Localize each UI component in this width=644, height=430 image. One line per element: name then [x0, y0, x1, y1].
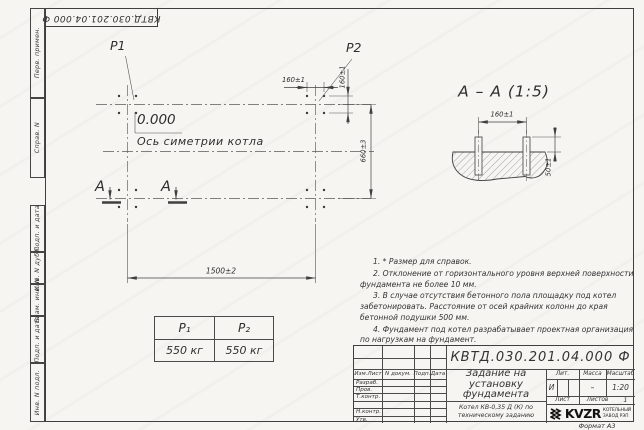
dim-160-vertical: 160±1 — [338, 65, 347, 89]
margin-label: Перв. примен. — [34, 27, 41, 79]
load-table-value-p2: 550 кг — [225, 344, 263, 357]
margin-label: Справ. N — [34, 122, 41, 154]
note-2: 2. Отклонение от горизонтального уровня верхней поверхности фундамента не более 10 мм. — [360, 268, 634, 289]
scale-header: Масштаб — [606, 371, 635, 377]
margin-label: Подп. и дата — [34, 205, 41, 252]
margin-label: Взам. инв. N — [34, 277, 41, 323]
section-cut-marks — [102, 187, 187, 203]
level-mark: 0.000 — [137, 112, 176, 128]
company-name: KVZR — [564, 406, 601, 421]
row-empty — [354, 401, 382, 408]
kvzr-zigzag-icon — [550, 408, 563, 420]
row-t-kontr: Т.контр. — [356, 394, 381, 400]
dim-660: 660±3 — [359, 139, 368, 163]
lit-value: И — [548, 383, 555, 392]
row-utv: Утв. — [356, 416, 368, 423]
load-table — [154, 316, 274, 362]
plan-dimension-lines — [128, 69, 372, 278]
mass-header: Масса — [583, 371, 602, 377]
sheets-label: Листов — [586, 397, 609, 403]
sheets-value: 1 — [623, 396, 628, 404]
row-n-kontr: Н.контр. — [356, 409, 382, 415]
axis-of-symmetry-label: Ось симетрии котла — [137, 135, 264, 148]
format-label: Формат А3 — [578, 421, 616, 430]
mass-value: – — [590, 383, 595, 392]
plan-view — [96, 56, 376, 283]
company-subtitle-line2: ЗАВОД РЭП — [602, 413, 629, 419]
row-razrab: Разраб. — [356, 379, 378, 386]
section-dim-160: 160±1 — [490, 110, 514, 119]
document-subtitle: Котел КВ-0,35 Д (К) по техническому заданию — [457, 403, 535, 419]
load-label-p1: P1 — [110, 38, 126, 53]
plan-centerlines — [96, 85, 374, 222]
concrete-pad — [452, 152, 547, 181]
col-izm-list: Изм.Лист — [354, 371, 382, 377]
title-block-designation: КВТД.030.201.04.000 Ф — [450, 350, 631, 365]
document-title: Задание на установку фундамента — [462, 368, 530, 401]
lit-header: Лит. — [555, 371, 570, 377]
row-prov: Пров. — [356, 386, 373, 393]
load-table-header-p1: P₁ — [155, 317, 215, 340]
note-1: 1. * Размер для справок. — [373, 257, 472, 266]
margin-label: Подп. и дата — [34, 316, 41, 363]
col-data: Дата — [430, 371, 446, 377]
note-3: 3. В случае отсутствия бетонного пола площадку под котел забетонировать. Расстояние от осей крайних колонн до края бетонной подушки 500 мм. — [360, 291, 617, 322]
margin-label: Инв. N подл. — [34, 369, 41, 416]
title-block — [353, 345, 634, 422]
company-subtitle — [603, 408, 631, 419]
section-letter-a1: А — [95, 179, 105, 195]
load-label-p2: P2 — [346, 40, 362, 55]
technical-notes — [360, 257, 638, 347]
plan-extension-lines — [126, 56, 377, 283]
dim-160-horizontal: 160±1 — [282, 76, 305, 84]
company-subtitle-line1: КОТЕЛЬНЫЙ — [602, 408, 632, 414]
dim-1500: 1500±2 — [205, 266, 237, 276]
company-logo — [546, 404, 635, 423]
section-dim-50: 50±1 — [544, 157, 553, 177]
load-table-header-p2: P₂ — [215, 317, 273, 340]
load-table-value-p1: 550 кг — [155, 340, 215, 361]
section-letter-a2: А — [161, 179, 171, 195]
col-n-dokum: N докум. — [385, 371, 411, 377]
col-podp: Подп. — [413, 371, 431, 377]
sheet-label: Лист — [555, 397, 570, 403]
section-title: А – А (1:5) — [458, 82, 550, 101]
scale-value: 1:20 — [612, 383, 629, 392]
margin-label: Инв. N дубл. — [34, 245, 41, 291]
note-4: 4. Фундамент под котел разрабатывает проектная организация по нагрузкам на фундамент. — [360, 324, 634, 345]
top-designation-text: КВТД.030.201.04.000 Ф — [42, 12, 161, 23]
